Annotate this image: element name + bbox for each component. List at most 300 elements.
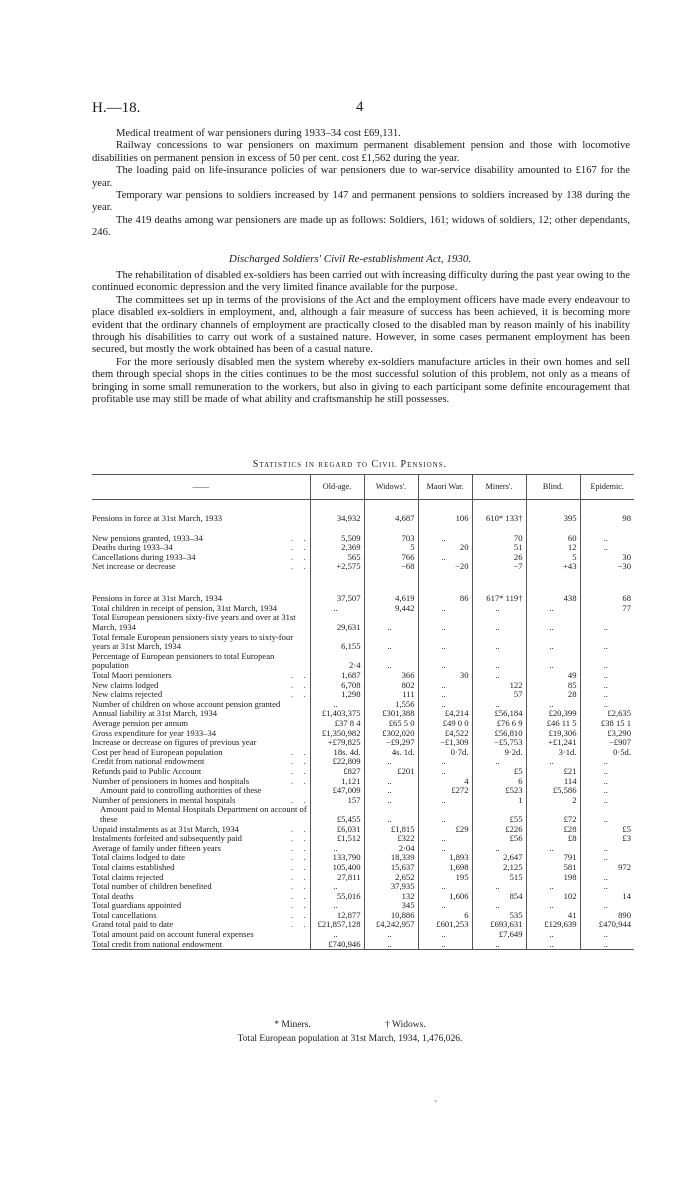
table-cell: 18s. 4d. <box>310 748 364 758</box>
leader-dots: . . <box>291 746 310 757</box>
table-cell: .. <box>364 777 418 787</box>
leader-dots: . . <box>291 775 310 786</box>
table-cell: .. <box>364 796 418 806</box>
table-cell: .. <box>472 613 526 632</box>
table-cell: 14 <box>580 892 634 902</box>
table-cell: £56 <box>472 834 526 844</box>
table-cell: .. <box>580 777 634 787</box>
table-cell: £20,399 <box>526 709 580 719</box>
table-row <box>92 681 634 691</box>
table-row <box>92 863 634 873</box>
row-label-text: Total cancellations <box>92 909 157 920</box>
table-cell: £65 5 0 <box>364 719 418 729</box>
table-cell: 195 <box>418 873 472 883</box>
table-cell: .. <box>472 940 526 950</box>
table-cell: 0·5d. <box>580 748 634 758</box>
table-cell: .. <box>418 604 472 614</box>
leader-dots: . . <box>291 765 310 776</box>
table-cell: .. <box>418 613 472 632</box>
paragraph: The 419 deaths among war pensioners are made up as follows: Soldiers, 161; widows of soldiers, 12; other dependants, 246. <box>92 214 630 239</box>
table-cell: £5 <box>580 825 634 835</box>
paragraph: Medical treatment of war pensioners during 1933–34 cost £69,131. <box>116 128 401 139</box>
table-cell: 29,631 <box>310 613 364 632</box>
table-cell: .. <box>418 940 472 950</box>
table-cell: .. <box>526 633 580 652</box>
table-cell: .. <box>526 901 580 911</box>
row-label-text: Total number of children benefited <box>92 881 212 892</box>
table-cell: −20 <box>418 562 472 572</box>
table-cell: .. <box>580 613 634 632</box>
table-cell: 51 <box>472 543 526 553</box>
column-header: Miners'. <box>472 475 526 500</box>
table-cell: 3·1d. <box>526 748 580 758</box>
table-cell: 157 <box>310 796 364 806</box>
table-cell: 198 <box>526 873 580 883</box>
table-cell: £8 <box>526 834 580 844</box>
table-cell: .. <box>418 690 472 700</box>
table-cell: −£1,309 <box>418 738 472 748</box>
table-cell: 4,687 <box>364 500 418 524</box>
footnote-miners: * Miners. <box>274 1020 311 1030</box>
table-cell: £827 <box>310 767 364 777</box>
table-cell: .. <box>580 757 634 767</box>
table-cell: .. <box>418 767 472 777</box>
row-label-text: Percentage of European pensioners to total European population <box>92 650 275 671</box>
document-code: H.—18. <box>92 100 141 116</box>
table-cell: 617* 119† <box>472 582 526 604</box>
table-cell: £226 <box>472 825 526 835</box>
table-header-row <box>92 475 634 500</box>
table-cell: 133,790 <box>310 853 364 863</box>
row-label-text: Total European pensioners sixty-five years and over at 31st March, 1934 <box>92 612 296 633</box>
table-cell: .. <box>418 681 472 691</box>
table-cell: .. <box>418 700 472 710</box>
table-cell: .. <box>580 786 634 796</box>
table-cell: .. <box>580 534 634 544</box>
table-cell: £201 <box>364 767 418 777</box>
table-cell: 111 <box>364 690 418 700</box>
table-cell: .. <box>472 882 526 892</box>
table-cell: 57 <box>472 690 526 700</box>
table-cell: 5 <box>526 553 580 563</box>
table-cell: £693,631 <box>472 920 526 930</box>
table-cell: 2 <box>526 796 580 806</box>
table-cell: 9,442 <box>364 604 418 614</box>
table-cell: .. <box>418 534 472 544</box>
table-cell: £601,253 <box>418 920 472 930</box>
table-cell: 2,647 <box>472 853 526 863</box>
page-number: 4 <box>356 99 364 115</box>
table-cell: +£1,241 <box>526 738 580 748</box>
table-cell: 1,893 <box>418 853 472 863</box>
row-label-text: Annual liability at 31st March, 1934 <box>92 708 218 719</box>
table-row <box>92 582 634 604</box>
table-cell: .. <box>526 882 580 892</box>
table-cell: .. <box>310 901 364 911</box>
leader-dots: . . <box>291 756 310 767</box>
table-row <box>92 652 634 671</box>
row-label-text: Pensions in force at 31st March, 1933 <box>92 512 223 523</box>
table-cell: .. <box>580 882 634 892</box>
row-label-text: Unpaid instalments as at 31st March, 1934 <box>92 823 239 834</box>
row-label-text: Instalments forfeited and subsequently paid <box>92 833 242 844</box>
row-label <box>92 500 310 524</box>
row-label-text: Average of family under fifteen years <box>92 842 221 853</box>
leader-dots: . . <box>291 794 310 805</box>
table-cell: £740,946 <box>310 940 364 950</box>
table-cell: 30 <box>418 671 472 681</box>
paragraph: Temporary war pensions to soldiers increased by 147 and permanent pensions to soldiers increased by 138 during the year. <box>92 190 630 214</box>
section-heading: Discharged Soldiers' Civil Re-establishment Act, 1930. <box>228 253 472 265</box>
table-cell: .. <box>418 805 472 824</box>
table-cell: .. <box>580 796 634 806</box>
table-cell: 1,298 <box>310 690 364 700</box>
table-cell: 49 <box>526 671 580 681</box>
table-cell: 6,708 <box>310 681 364 691</box>
table-cell: 68 <box>580 582 634 604</box>
leader-dots: . . <box>291 919 310 930</box>
paragraph: Railway concessions to war pensioners on maximum permanent disablement pension and those with locomotive disabilities on permanent pension in excess of 50 per cent. cost £1,562 during the year. <box>92 140 630 164</box>
table-cell: 102 <box>526 892 580 902</box>
table-row <box>92 633 634 652</box>
table-cell: £46 11 5 <box>526 719 580 729</box>
table-cell: 2,369 <box>310 543 364 553</box>
row-label <box>92 633 310 652</box>
table-cell: −£9,297 <box>364 738 418 748</box>
row-label-text: Gross expenditure for year 1933–34 <box>92 727 217 738</box>
row-label <box>92 652 310 671</box>
table-cell: 18,339 <box>364 853 418 863</box>
table-cell: £272 <box>418 786 472 796</box>
column-header: Maori War. <box>418 475 472 500</box>
table-cell: 70 <box>472 534 526 544</box>
row-label-text: Credit from national endowment <box>92 756 205 767</box>
table-cell: 77 <box>580 604 634 614</box>
table-cell: .. <box>310 604 364 614</box>
column-header: Blind. <box>526 475 580 500</box>
table-cell: £322 <box>364 834 418 844</box>
table-cell: .. <box>580 681 634 691</box>
table-cell: .. <box>580 805 634 824</box>
leader-dots: . . <box>291 670 310 681</box>
paragraph: The rehabilitation of disabled ex-soldiers has been carried out with increasing difficulty during the past year owing to the continued economic depression and the very limited finance available for the purpose. <box>92 270 630 294</box>
table-cell: .. <box>472 901 526 911</box>
table-cell: £129,639 <box>526 920 580 930</box>
table-cell: 5 <box>364 543 418 553</box>
footnote-widows: † Widows. <box>385 1020 426 1030</box>
table-cell: .. <box>472 671 526 681</box>
table-cell: .. <box>310 882 364 892</box>
table-cell: .. <box>310 930 364 940</box>
table-cell: 766 <box>364 553 418 563</box>
table-cell: .. <box>310 844 364 854</box>
row-label-text: Increase or decrease on figures of previous year <box>92 737 257 748</box>
table-cell: 27,811 <box>310 873 364 883</box>
table-cell: 9·2d. <box>472 748 526 758</box>
row-label-text: Refunds paid to Public Account <box>92 765 202 776</box>
table-cell: .. <box>418 834 472 844</box>
row-label-text: Total claims established <box>92 861 175 872</box>
table-cell: 802 <box>364 681 418 691</box>
table-cell: 610* 133† <box>472 500 526 524</box>
row-label-text: Total credit from national endowment <box>92 938 223 949</box>
table-cell: 132 <box>364 892 418 902</box>
table-cell: 98 <box>580 500 634 524</box>
table-cell: 581 <box>526 863 580 873</box>
table-cell: £5,455 <box>310 805 364 824</box>
table-cell: .. <box>526 652 580 671</box>
table-cell: .. <box>580 930 634 940</box>
table-cell: 515 <box>472 873 526 883</box>
table-cell: 395 <box>526 500 580 524</box>
table-cell: .. <box>526 700 580 710</box>
table-cell: 791 <box>526 853 580 863</box>
table-cell: 2,125 <box>472 863 526 873</box>
row-label-text: Total claims lodged to date <box>92 852 185 863</box>
table-cell: £7,649 <box>472 930 526 940</box>
table-cell: £302,020 <box>364 729 418 739</box>
table-cell: 1,687 <box>310 671 364 681</box>
table-cell: −30 <box>580 562 634 572</box>
row-label-text: Cancellations during 1933–34 <box>92 551 196 562</box>
table-row <box>92 534 634 544</box>
row-label-text: Total children in receipt of pension, 31st March, 1934 <box>92 602 278 613</box>
table-cell: 438 <box>526 582 580 604</box>
table-row <box>92 671 634 681</box>
footnotes <box>0 1020 700 1030</box>
table-cell: 1,698 <box>418 863 472 873</box>
row-label-text: Pensions in force at 31st March, 1934 <box>92 593 223 604</box>
row-label-text: Net increase or decrease <box>92 561 176 572</box>
table-cell: .. <box>472 757 526 767</box>
table-cell: £37 8 4 <box>310 719 364 729</box>
row-label-text: New claims lodged <box>92 679 159 690</box>
table-cell: .. <box>418 796 472 806</box>
leader-dots: . . <box>291 532 310 543</box>
table-cell: .. <box>364 652 418 671</box>
row-label-text: Total Maori pensioners <box>92 670 172 681</box>
table-cell: .. <box>526 940 580 950</box>
table-cell: 30 <box>580 553 634 563</box>
table-cell: .. <box>418 652 472 671</box>
table-cell: −£907 <box>580 738 634 748</box>
table-cell: .. <box>418 553 472 563</box>
row-label-text: Total guardians appointed <box>92 900 182 911</box>
leader-dots: . . <box>291 871 310 882</box>
table-row <box>92 940 634 950</box>
table-cell: .. <box>580 767 634 777</box>
column-header: Old-age. <box>310 475 364 500</box>
table-cell: £1,815 <box>364 825 418 835</box>
table-cell: £5 <box>472 767 526 777</box>
table-cell: .. <box>580 671 634 681</box>
table-cell: £2,635 <box>580 709 634 719</box>
table-cell: 345 <box>364 901 418 911</box>
table-cell: +£79,825 <box>310 738 364 748</box>
table-row <box>92 805 634 824</box>
table-cell: £55 <box>472 805 526 824</box>
table-cell: .. <box>580 844 634 854</box>
table-cell: £56,184 <box>472 709 526 719</box>
table-cell: −7 <box>472 562 526 572</box>
table-title: Statistics in regard to Civil Pensions. <box>252 459 448 470</box>
table-cell: 972 <box>580 863 634 873</box>
table-cell: £72 <box>526 805 580 824</box>
row-label <box>92 562 310 572</box>
table-cell: 114 <box>526 777 580 787</box>
column-header: Epidemic. <box>580 475 634 500</box>
table-row <box>92 562 634 572</box>
table-cell: 1 <box>472 796 526 806</box>
leader-dots: . . <box>291 861 310 872</box>
leader-dots: . . <box>291 900 310 911</box>
table-cell: £56,810 <box>472 729 526 739</box>
table-cell: 85 <box>526 681 580 691</box>
table-cell: £301,388 <box>364 709 418 719</box>
table-cell: 366 <box>364 671 418 681</box>
paragraph: The loading paid on life-insurance policies of war pensioners due to war-service disability amounted to £167 for the year. <box>92 165 630 189</box>
table-cell: .. <box>418 930 472 940</box>
table-cell: £523 <box>472 786 526 796</box>
row-label <box>92 582 310 604</box>
table-cell: 2·04 <box>364 844 418 854</box>
row-label-text: Cost per head of European population <box>92 746 223 757</box>
table-cell: £22,809 <box>310 757 364 767</box>
table-cell: £470,944 <box>580 920 634 930</box>
leader-dots: . . <box>291 542 310 553</box>
table-cell: £21 <box>526 767 580 777</box>
leader-dots: . . <box>291 881 310 892</box>
leader-dots: . . <box>291 561 310 572</box>
table-cell: £76 6 9 <box>472 719 526 729</box>
table-cell: .. <box>580 853 634 863</box>
row-label-text: Amount paid to Mental Hospitals Department on account of these <box>100 804 307 824</box>
table-cell: £4,242,957 <box>364 920 418 930</box>
table-cell: −68 <box>364 562 418 572</box>
table-cell: 28 <box>526 690 580 700</box>
table-cell: £4,214 <box>418 709 472 719</box>
table-cell: £19,306 <box>526 729 580 739</box>
table-cell: .. <box>472 652 526 671</box>
table-cell: −£5,753 <box>472 738 526 748</box>
table-cell: 55,016 <box>310 892 364 902</box>
row-label-text: Average pension per annum <box>92 718 189 728</box>
corner-header: —— <box>92 475 310 500</box>
table-cell: £1,403,375 <box>310 709 364 719</box>
table-cell: 86 <box>418 582 472 604</box>
table-cell: 535 <box>472 911 526 921</box>
table-cell: £4,522 <box>418 729 472 739</box>
table-cell: £47,009 <box>310 786 364 796</box>
table-cell: 122 <box>472 681 526 691</box>
leader-dots: . . <box>291 833 310 844</box>
table-cell: .. <box>364 786 418 796</box>
table-cell: 1,556 <box>364 700 418 710</box>
table-cell: .. <box>580 690 634 700</box>
leader-dots: . . <box>291 890 310 901</box>
table-row <box>92 901 634 911</box>
table-cell: £1,512 <box>310 834 364 844</box>
spacer-row <box>92 572 634 582</box>
table-row <box>92 613 634 632</box>
table-cell: 6 <box>472 777 526 787</box>
table-cell: £1,350,982 <box>310 729 364 739</box>
table-cell: .. <box>580 633 634 652</box>
leader-dots: . . <box>291 909 310 920</box>
table-cell: .. <box>580 901 634 911</box>
population-note: Total European population at 31st March, 1934, 1,476,026. <box>237 1034 463 1044</box>
table-cell: .. <box>418 882 472 892</box>
column-header: Widows'. <box>364 475 418 500</box>
table-cell: 26 <box>472 553 526 563</box>
row-label-text: New claims rejected <box>92 689 163 700</box>
table-cell: 15,637 <box>364 863 418 873</box>
table-cell: 106 <box>418 500 472 524</box>
table-cell: £49 0 0 <box>418 719 472 729</box>
row-label-text: Total claims rejected <box>92 871 164 882</box>
table-cell: 565 <box>310 553 364 563</box>
row-label-text: Grand total paid to date <box>92 919 174 930</box>
table-cell: £5,586 <box>526 786 580 796</box>
row-label-text: Amount paid to controlling authorities of these <box>100 785 262 796</box>
table-cell: .. <box>526 613 580 632</box>
table-cell: 6,155 <box>310 633 364 652</box>
table-cell: .. <box>526 757 580 767</box>
table-cell: 12 <box>526 543 580 553</box>
table-cell: .. <box>472 633 526 652</box>
row-label-text: Total deaths <box>92 890 134 901</box>
table-cell: .. <box>580 543 634 553</box>
table-cell: £28 <box>526 825 580 835</box>
table-cell: 1,121 <box>310 777 364 787</box>
top-paragraphs <box>92 128 630 240</box>
table-cell: .. <box>418 633 472 652</box>
table-cell: .. <box>364 930 418 940</box>
row-label <box>92 613 310 632</box>
paragraph: For the more seriously disabled men the system whereby ex-soldiers manufacture articles in their own homes and sell them through special shops in the cities continues to be the most successful solution of this problem, not only as a means of bringing in some small remuneration to the workers, but also in giving to each participant some definite encouragement that profitable use may still be made of what ability and craftsmanship he still possesses. <box>92 356 630 406</box>
row-label-text: Total amount paid on account funeral expenses <box>92 929 254 940</box>
table-cell: .. <box>580 873 634 883</box>
table-cell: 12,877 <box>310 911 364 921</box>
table-cell: .. <box>580 940 634 950</box>
row-label-text: Deaths during 1933–34 <box>92 542 173 553</box>
table-cell: 34,932 <box>310 500 364 524</box>
table-cell: £3 <box>580 834 634 844</box>
leader-dots: . . <box>291 551 310 562</box>
table-cell: .. <box>364 940 418 950</box>
table-cell: 4 <box>418 777 472 787</box>
leader-dots: . . <box>291 842 310 853</box>
table-cell: 890 <box>580 911 634 921</box>
table-cell: .. <box>364 757 418 767</box>
table-cell: 37,935 <box>364 882 418 892</box>
table-cell: .. <box>472 844 526 854</box>
table-cell: .. <box>364 805 418 824</box>
table-cell: 0·7d. <box>418 748 472 758</box>
table-cell: .. <box>418 844 472 854</box>
table-cell: 2·4 <box>310 652 364 671</box>
table-cell: .. <box>418 757 472 767</box>
table-cell: 4s. 1d. <box>364 748 418 758</box>
row-label-text: Number of pensioners in mental hospitals <box>92 794 236 805</box>
leader-dots: . . <box>291 689 310 700</box>
table-cell: .. <box>364 633 418 652</box>
table-cell: .. <box>580 700 634 710</box>
table-cell: .. <box>310 700 364 710</box>
table-cell: .. <box>526 844 580 854</box>
table-cell: .. <box>364 613 418 632</box>
act-paragraphs <box>92 270 630 406</box>
